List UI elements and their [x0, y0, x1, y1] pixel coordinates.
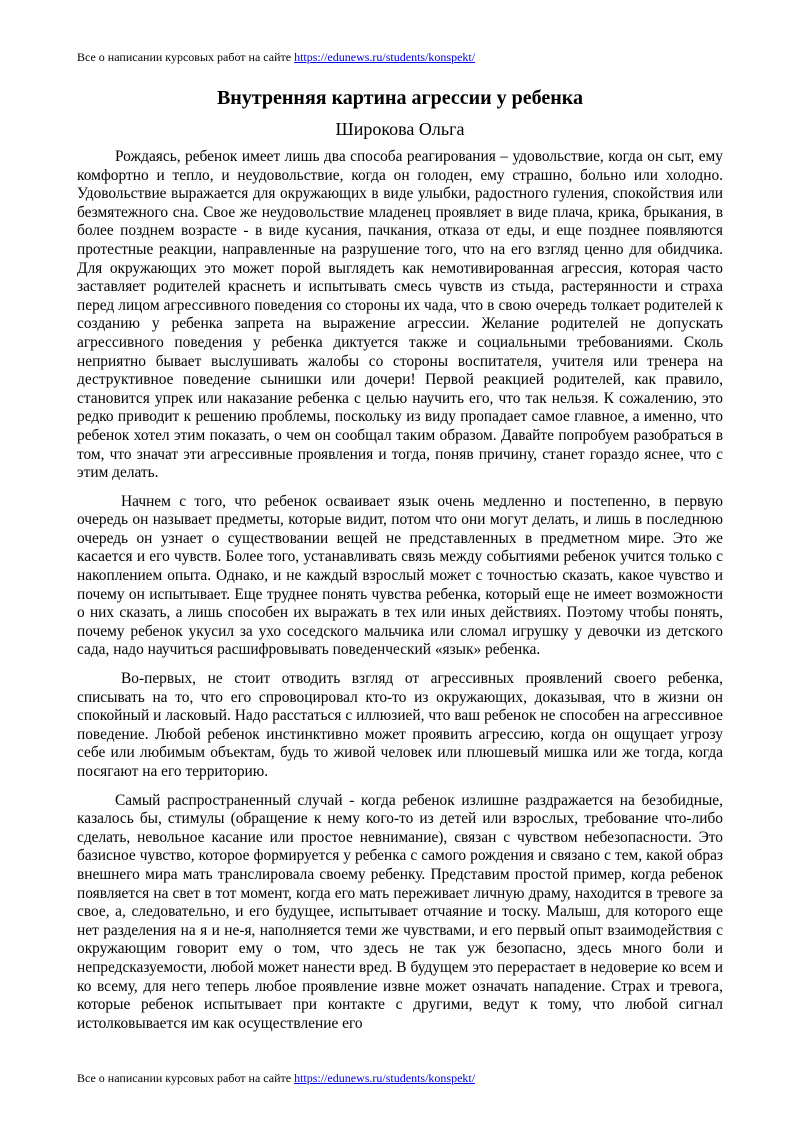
- paragraph-4: Самый распространенный случай - когда ребенок излишне раздражается на безобидные, казалось бы, стимулы (обращение к нему кого-то из детей или взрослых, требование что-либо сделать, невольное касание или простое невнимание), связан с чувством небезопасности. Это базисное чувство, которое формируется у ребенка с самого рождения и связано с тем, какой образ внешнего мира мать транслировала своему ребенку. Представим простой пример, когда ребенок появляется на свет в тот момент, когда его мать переживает личную драму, находится в тревоге за свое, а, следовательно, и его будущее, испытывает отчаяние и тоску. Малыш, для которого еще нет разделения на я и не-я, наполняется теми же чувствами, и его первый опыт взаимодействия с окружающим говорит ему о том, что здесь не так уж безопасно, здесь много боли и непредсказуемости, любой может нанести вред. В будущем это перерастает в недоверие ко всем и ко всему, для него теперь любое проявление извне может означать нападение. Страх и тревога, которые ребенок испытывает при контакте с другими, ведут к тому, что любой сигнал истолковывается им как осуществление его: [77, 791, 723, 1032]
- paragraph-2: Начнем с того, что ребенок осваивает язык очень медленно и постепенно, в первую очередь он называет предметы, которые видит, потом что они могут делать, и лишь в последнюю очередь он узнает о существовании вещей не представленных в предметном мире. Это же касается и его чувств. Более того, устанавливать связь между событиями ребенок учится только с накоплением опыта. Однако, и не каждый взрослый может с точностью сказать, какое чувство и почему он испытывает. Еще труднее понять чувства ребенка, который еще не имеет возможности о них сказать, а лишь способен их выражать в тех или иных действиях. Поэтому чтобы понять, почему ребенок укусил за ухо соседского мальчика или сломал игрушку у девочки из детского сада, надо научиться расшифровывать поведенческий «язык» ребенка.: [77, 492, 723, 659]
- footer-text: Все о написании курсовых работ на сайте: [77, 1071, 295, 1085]
- page-footer: [77, 1071, 723, 1085]
- document-title: Внутренняя картина агрессии у ребенка: [216, 87, 584, 109]
- page-header: [77, 50, 723, 64]
- header-text: Все о написании курсовых работ на сайте: [77, 50, 295, 64]
- footer-link[interactable]: https://edunews.ru/students/konspekt/: [294, 1071, 476, 1085]
- header-link[interactable]: https://edunews.ru/students/konspekt/: [294, 50, 476, 64]
- paragraph-1: Рождаясь, ребенок имеет лишь два способа реагирования – удовольствие, когда он сыт, ему комфортно и тепло, и неудовольствие, когда он голоден, ему страшно, больно или холодно. Удовольствие выражается для окружающих в виде улыбки, радостного гуления, спокойствия или безмятежного сна. Свое же неудовольствие младенец проявляет в виде плача, крика, брыкания, в более позднем возрасте - в виде кусания, пачкания, отказа от еды, и еще позднее появляются протестные реакции, направленные на разрушение того, что на его взгляд ценно для обидчика. Для окружающих это может порой выглядеть как немотивированная агрессия, которая часто заставляет родителей краснеть и испытывать смесь чувств из стыда, растерянности и страха перед лицом агрессивного поведения со стороны их чада, что в свою очередь толкает родителей к созданию у ребенка запрета на выражение агрессии. Желание родителей не допускать агрессивного поведения у ребенка диктуется также и социальными требованиями. Сколь неприятно бывает выслушивать жалобы со стороны воспитателя, учителя или тренера на деструктивное поведение сынишки или дочери! Первой реакцией родителей, как правило, становится упрек или наказание ребенка с целью научить его, что так нельзя. К сожалению, это редко приводит к решению проблемы, поскольку из виду пропадает самое главное, а именно, что ребенок хотел этим показать, о чем он сообщал таким образом. Давайте попробуем разобраться в том, что значат эти агрессивные проявления и тогда, поняв причину, станет гораздо яснее, что с этим делать.: [77, 148, 723, 482]
- document-author: Широкова Ольга: [335, 119, 465, 139]
- document-body: [77, 148, 723, 1043]
- paragraph-3: Во-первых, не стоит отводить взгляд от агрессивных проявлений своего ребенка, списывать на то, что его спровоцировал кто-то из окружающих, доказывая, что в жизни он спокойный и ласковый. Надо расстаться с иллюзией, что ваш ребенок не способен на агрессивное поведение. Любой ребенок инстинктивно может проявить агрессию, когда он ощущает угрозу себе или любимым объектам, будь то живой человек или плюшевый мишка или же тогда, когда посягают на его территорию.: [77, 670, 723, 780]
